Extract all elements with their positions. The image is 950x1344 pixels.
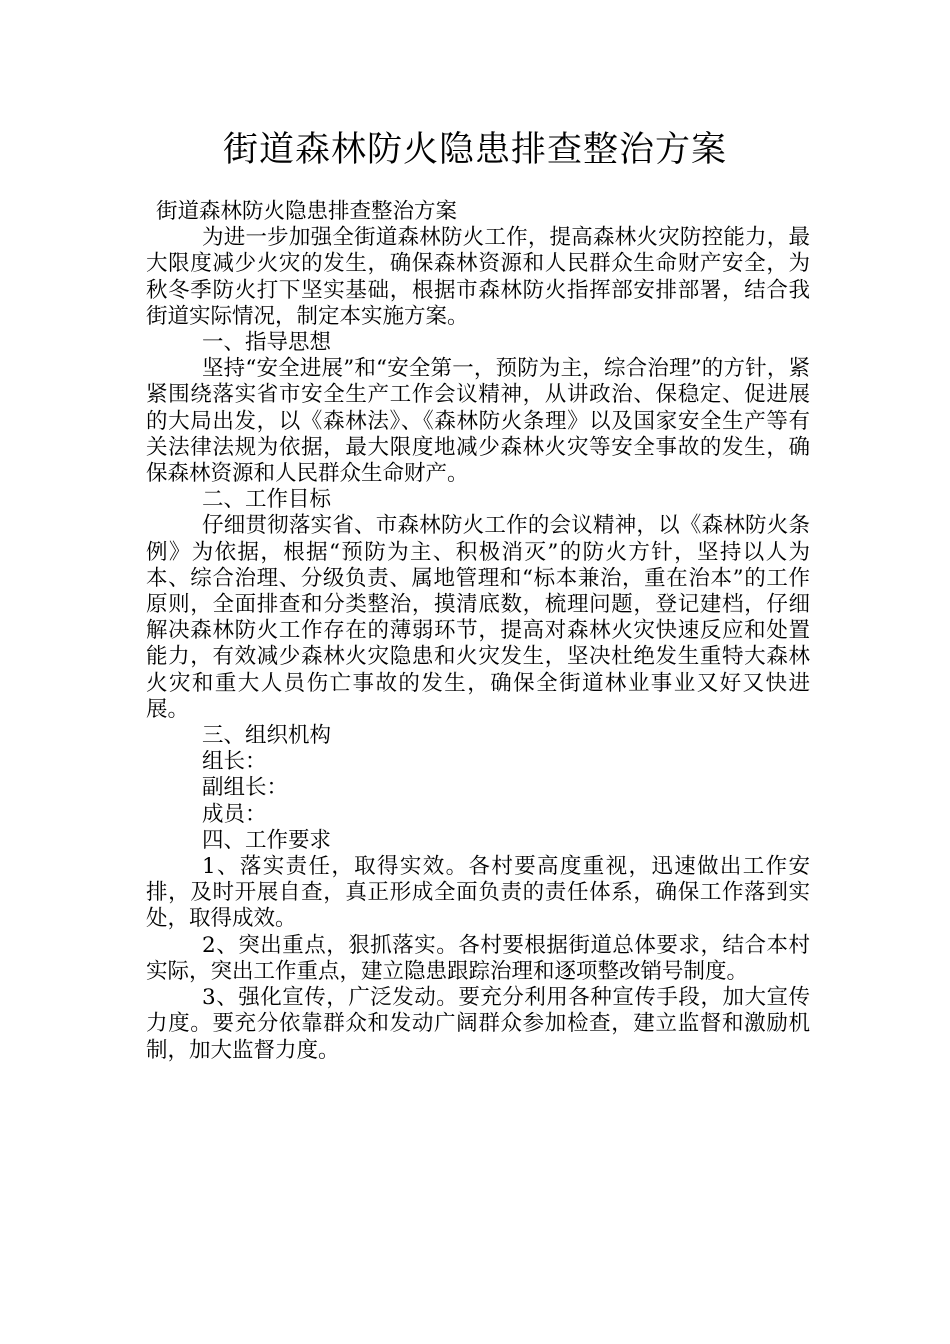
document-subtitle: 街道森林防火隐患排查整治方案 [156,199,458,224]
section-heading-requirements: 四、工作要求 [202,827,332,853]
document-title: 街道森林防火隐患排查整治方案 [222,130,727,170]
requirement-item-3: 3、强化宣传，广泛发动。要充分利用各种宣传手段，加大宣传力度。要充分依靠群众和发动广阔群众参加检查，建立监督和激励机制，加大监督力度。 [146,985,810,1063]
guiding-ideology-paragraph: 坚持“安全进展”和“安全第一，预防为主，综合治理”的方针，紧紧围绕落实省市安全生产工作会议精神，从讲政治、保稳定、促进展的大局出发，以《森林法》、《森林防火条理》以及国家安全生产等有关法律法规为依据，最大限度地减少森林火灾等安全事故的发生，确保森林资源和人民群众生命财产。 [146,356,810,487]
requirement-item-2: 2、突出重点，狠抓落实。各村要根据街道总体要求，结合本村实际，突出工作重点，建立隐患跟踪治理和逐项整改销号制度。 [146,932,810,984]
organization-deputy-leader: 副组长： [202,775,289,801]
section-heading-guiding-ideology: 一、指导思想 [202,330,332,356]
organization-leader: 组长： [202,749,267,775]
intro-paragraph: 为进一步加强全街道森林防火工作，提高森林火灾防控能力，最大限度减少火灾的发生，确保森林资源和人民群众生命财产安全，为秋冬季防火打下坚实基础，根据市森林防火指挥部安排部署，结合我街道实际情况，制定本实施方案。 [146,225,810,329]
document-body [146,199,810,1064]
section-heading-work-goals: 二、工作目标 [202,487,332,513]
section-heading-organization: 三、组织机构 [202,723,332,749]
organization-members: 成员： [202,801,267,827]
work-goals-paragraph: 仔细贯彻落实省、市森林防火工作的会议精神，以《森林防火条例》为依据，根据“预防为主、积极消灭”的防火方针，坚持以人为本、综合治理、分级负责、属地管理和“标本兼治，重在治本”的工作原则，全面排查和分类整治，摸清底数，梳理问题，登记建档，仔细解决森林防火工作存在的薄弱环节，提高对森林火灾快速反应和处置能力，有效减少森林火灾隐患和火灾发生，坚决杜绝发生重特大森林火灾和重大人员伤亡事故的发生，确保全街道林业事业又好又快进展。 [146,513,810,722]
requirement-item-1: 1、落实责任，取得实效。各村要高度重视，迅速做出工作安排，及时开展自查，真正形成全面负责的责任体系，确保工作落到实处，取得成效。 [146,854,810,932]
